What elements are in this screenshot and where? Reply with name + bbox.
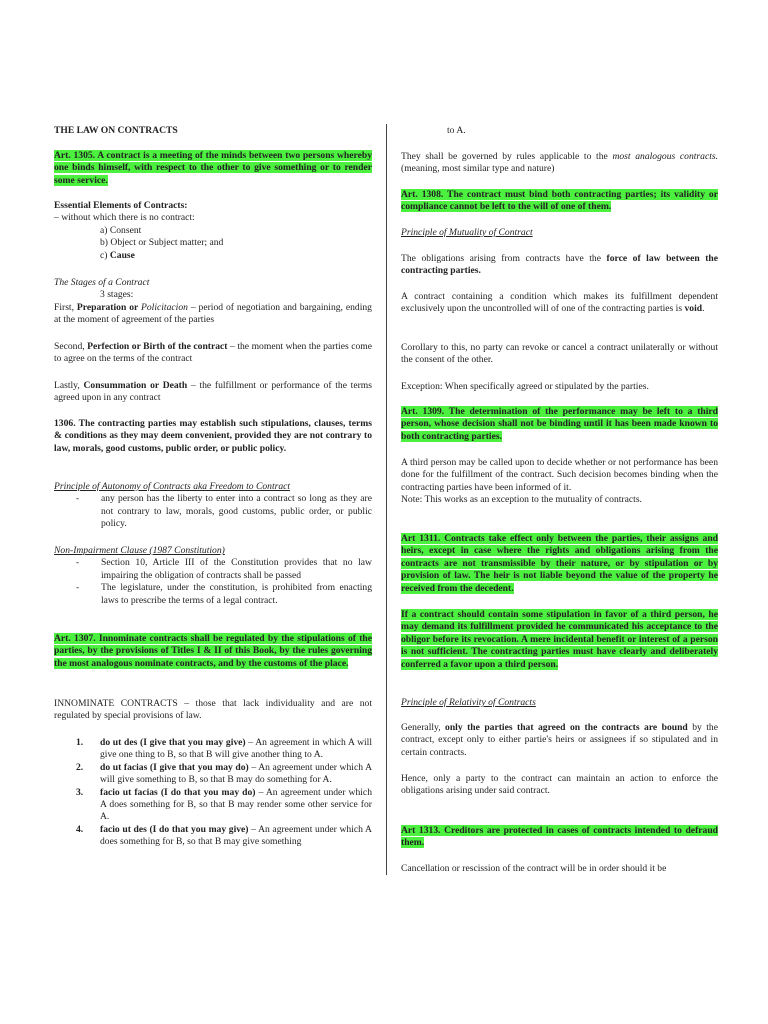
mutuality-p2: A contract containing a condition which makes its fulfillment dependent exclusively upon the uncontrolled will of one of the contracting parties is void. [401,291,718,315]
art-1305 [54,150,372,187]
essential-heading: Essential Elements of Contracts: [54,200,188,211]
art-1307: Art. 1307. Innominate contracts shall be regulated by the stipulations of the parties, by the provisions of Titles I & II of this Book, by the rules governing the most analogous nominate contracts, and by the customs of the place. [54,633,372,669]
corollary: Corollary to this, no party can revoke or cancel a contract unilaterally or without the consent of the other. [401,342,718,366]
art-1313: Art 1313. Creditors are protected in cases of contracts intended to defraud them. [401,825,718,849]
autonomy-section [54,481,372,531]
stage-second: Second, Perfection or Birth of the contract – the moment when the parties come to agree on the terms of the contract [54,341,372,365]
art-1308: Art. 1308. The contract must bind both contracting parties; its validity or compliance cannot be left to the will of one of them. [401,189,718,213]
list-item: 3. facio ut facias (I do that you may do) – An agreement under which A does something for B, so that B may render some other service for A. [76,786,372,823]
non-impairment-section [54,545,372,607]
page-title: THE LAW ON CONTRACTS [54,125,178,136]
innominate-definition: INNOMINATE CONTRACTS – those that lack individuality and are not regulated by special provisions of law. [54,698,372,722]
list-item: 1. do ut des (I give that you may give) – An agreement in which A will give one thing to B, so that B will give another thing to A. [76,737,372,761]
list-item: 2. do ut facias (I give that you may do) – An agreement under which A will give something to B, so that B may do something for A. [76,761,372,786]
essential-item: c) Cause [100,249,135,261]
essential-item: b) Object or Subject matter; and [100,237,224,249]
art-1306: 1306. The contracting parties may establish such stipulations, clauses, terms & conditions as they may deem convenient, provided they are not contrary to law, morals, good customs, public order, or public policy. [54,418,372,454]
mutuality-heading: Principle of Mutuality of Contract [401,227,533,238]
non-impairment-heading: Non-Impairment Clause (1987 Constitution) [54,545,225,556]
art-1309: Art. 1309. The determination of the performance may be left to a third person, whose decision shall not be binding until it has been made known to both contracting parties. [401,406,718,442]
governed-paragraph: They shall be governed by rules applicable to the most analogous contracts. (meaning, most similar type and nature) [401,151,718,175]
relativity-heading: Principle of Relativity of Contracts [401,697,536,708]
stages-count: 3 stages: [100,289,134,301]
innominate-list [54,737,372,849]
list-item: - Section 10, Article III of the Constitution provides that no law impairing the obligation of contracts shall be passed [76,557,372,581]
third-person-paragraph: A third person may be called upon to decide whether or not performance has been done for the fulfillment of the contract. Such decision becomes binding when the contracting parties have been informed of it. Note: This works as an exception to the mutuality of contracts. [401,457,718,506]
note: Note: This works as an exception to the mutuality of contracts. [401,494,642,506]
exception: Exception: When specifically agreed or stipulated by the parties. [401,381,649,392]
stages-section [54,277,372,327]
essential-elements [54,200,372,262]
essential-sub: – without which there is no contract: [54,212,195,224]
art-1311: Art 1311. Contracts take effect only between the parties, their assigns and heirs, except in case where the rights and obligations arising from the contracts are not transmissible by their nature, or by stipulation or by provision of law. The heir is not liable beyond the value of the property he received from the decedent. [401,533,718,594]
third-party-stipulation: If a contract should contain some stipulation in favor of a third person, he may demand its fulfillment provided he communicated his acceptance to the obligor before its revocation. A mere incidental benefit or interest of a person is not sufficient. The contracting parties must have clearly and deliberately conferred a favor upon a third person. [401,609,718,670]
mutuality-p1: The obligations arising from contracts have the force of law between the contracting parties. [401,253,718,277]
list-item: - any person has the liberty to enter into a contract so long as they are not contrary to law, morals, good customs, public order, or public policy. [76,493,372,530]
stage-first: First, Preparation or Policitacion – period of negotiation and bargaining, ending at the moment of agreement of the parties [54,301,372,326]
stages-heading: The Stages of a Contract [54,277,150,288]
stage-third: Lastly, Consummation or Death – the fulfillment or performance of the terms agreed upon in any contract [54,380,372,404]
cancellation: Cancellation or rescission of the contract will be in order should it be [401,863,667,874]
list-item: - The legislature, under the constitution, is prohibited from enacting laws to prescribe the terms of a legal contract. [76,582,372,606]
relativity-p1: Generally, only the parties that agreed on the contracts are bound by the contract, except only to either partie's heirs or assignees if so stipulated and in certain contracts. [401,722,718,758]
list-item: 4. facio ut des (I do that you may give) – An agreement under which A does something for B, so that B may give something [76,823,372,848]
relativity-p2: Hence, only a party to the contract can maintain an action to enforce the obligations arising under said contract. [401,773,718,797]
column-divider [386,124,387,875]
art-1305-text: Art. 1305. A contract is a meeting of the minds between two persons whereby one binds himself, with respect to the other to give something or to render some service. [54,150,372,186]
continuation: to A. [447,125,466,136]
essential-item: a) Consent [100,224,142,236]
autonomy-heading: Principle of Autonomy of Contracts aka Freedom to Contract [54,481,291,492]
